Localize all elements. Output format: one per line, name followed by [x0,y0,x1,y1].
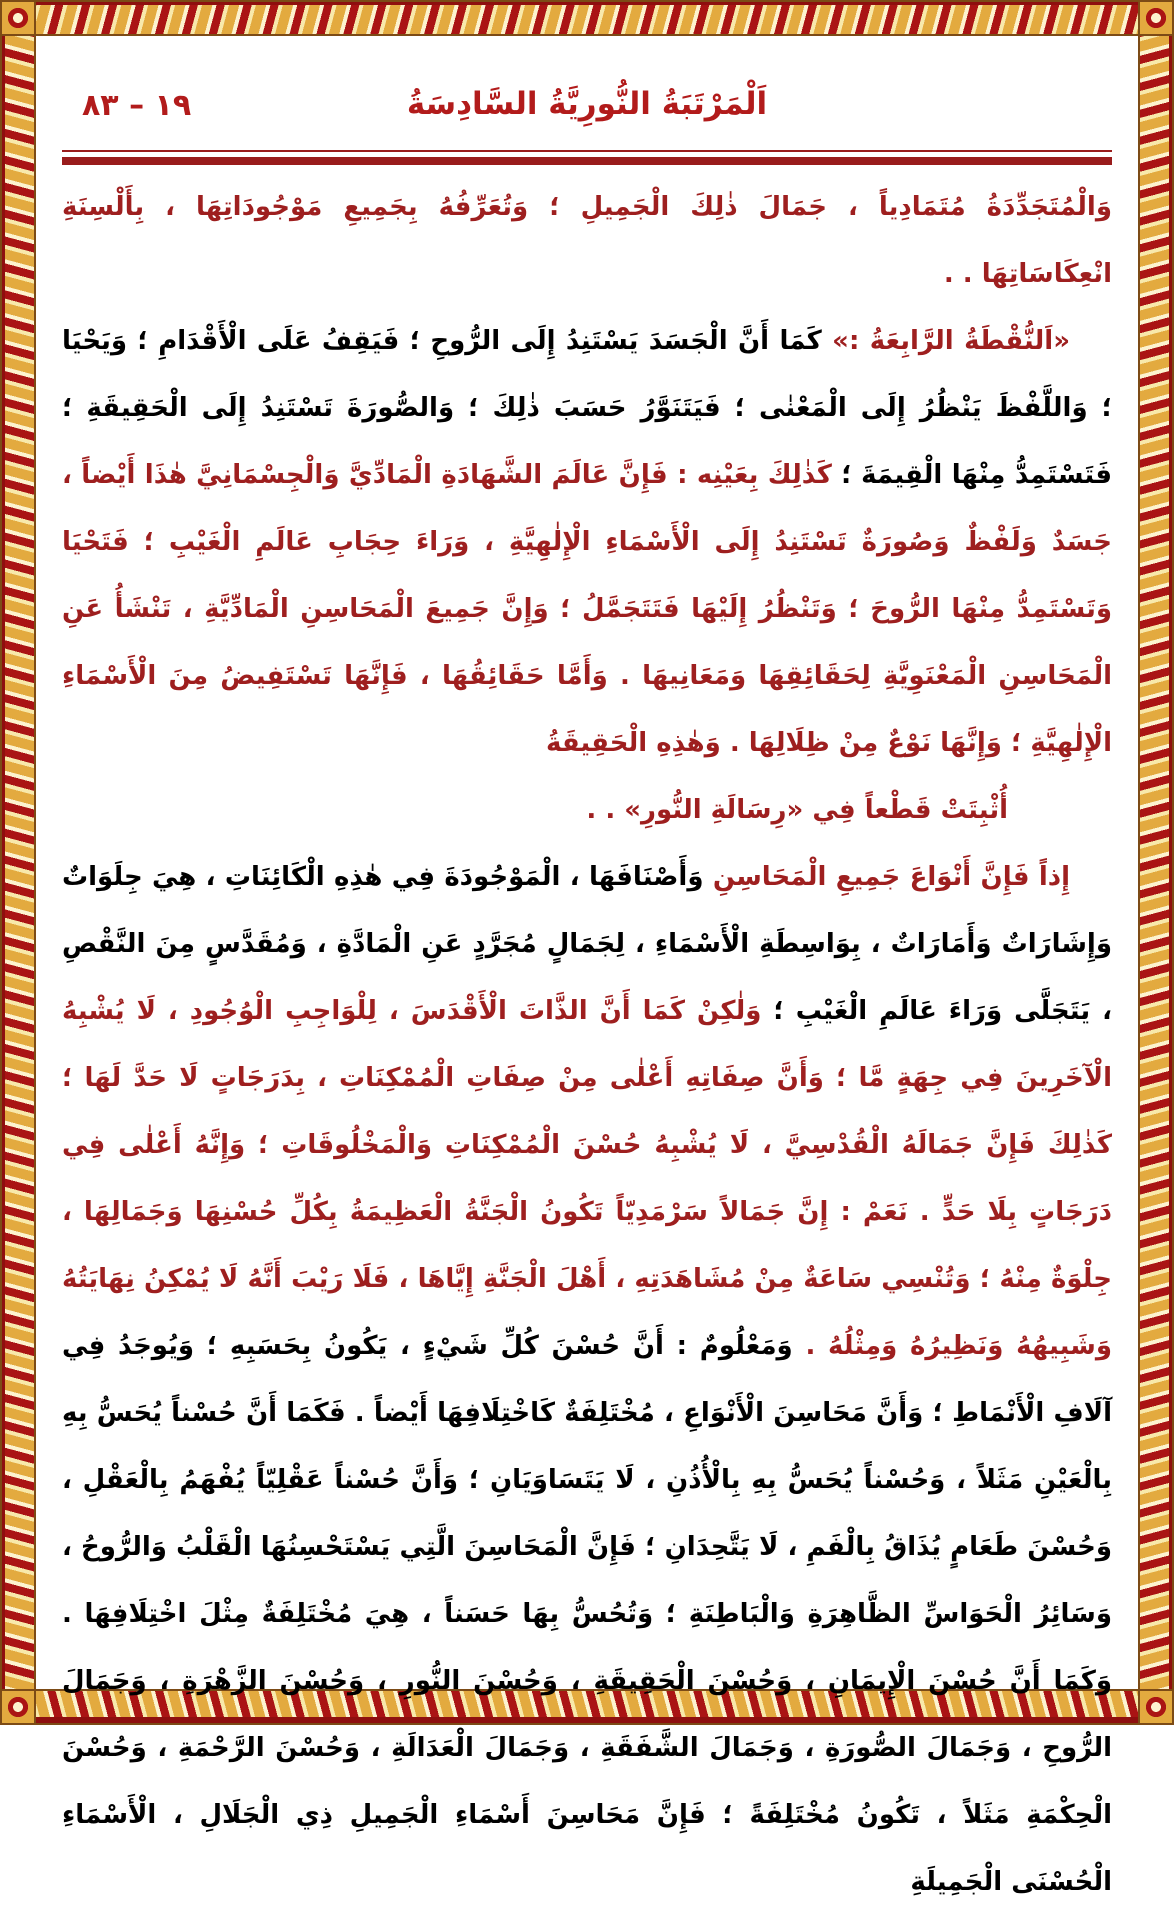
header-divider-rule [62,150,1112,165]
page-number: ٨٣ – ١٩ [82,88,192,123]
text-segment-red: كَذٰلِكَ بِعَيْنِه : فَإِنَّ عَالَمَ الشَّهَادَةِ الْمَادِّيَّ وَالْجِسْمَانِيَّ هٰذَا أَيْضاً ، جَسَدٌ وَلَفْظٌ وَصُورَةٌ تَسْتَنِدُ إِلَى الْأَسْمَاءِ الْإِلٰهِيَّةِ ، وَرَاءَ حِجَابِ عَالَمِ الْغَيْبِ ؛ فَتَحْيَا وَتَسْتَمِدُّ مِنْهَا الرُّوحَ ؛ وَتَنْظُرُ إِلَيْهَا فَتَتَجَمَّلُ ؛ وَإِنَّ جَمِيعَ الْمَحَاسِنِ الْمَادِّيَّةِ ، تَنْشَأُ عَنِ الْمَحَاسِنِ الْمَعْنَوِيَّةِ لِحَقَائِقِهَا وَمَعَانِيهَا . وَأَمَّا حَقَائِقُهَا ، فَإِنَّهَا تَسْتَفِيضُ مِنَ الْأَسْمَاءِ الْإِلٰهِيَّةِ ؛ وَإِنَّهَا نَوْعٌ مِنْ ظِلَالِهَا . وَهٰذِهِ الْحَقِيقَةُ [62,460,1112,758]
text-segment-red: وَلٰكِنْ كَمَا أَنَّ الذَّاتَ الْأَقْدَسَ ، لِلْوَاجِبِ الْوُجُودِ ، لَا يُشْبِهُ الْآخَرِينَ فِي جِهَةٍ مَّا ؛ وَأَنَّ صِفَاتِهِ أَعْلٰى مِنْ صِفَاتِ الْمُمْكِنَاتِ ، بِدَرَجَاتٍ لَا حَدَّ لَهَا ؛ كَذٰلِكَ فَإِنَّ جَمَالَهُ الْقُدْسِيَّ ، لَا يُشْبِهُ حُسْنَ الْمُمْكِنَاتِ وَالْمَخْلُوقَاتِ ؛ وَإِنَّهُ أَعْلٰى فِي دَرَجَاتٍ بِلَا حَدٍّ . نَعَمْ : إِنَّ جَمَالاً سَرْمَدِيّاً تَكُونُ الْجَنَّةُ الْعَظِيمَةُ بِكُلِّ حُسْنِهَا وَجَمَالِهَا ، جِلْوَةٌ مِنْهُ ؛ وَتُنْسِي سَاعَةٌ مِنْ مُشَاهَدَتِهِ ، أَهْلَ الْجَنَّةِ إِيَّاهَا ، فَلَا رَيْبَ أَنَّهُ لَا يُمْكِنُ نِهَايَتُهُ وَشَبِيهُهُ وَنَظِيرُهُ وَمِثْلُهُ . [62,996,1113,1361]
paragraph-continuation [62,174,1112,308]
text-segment-black: كَمَا أَنَّ الْجَسَدَ يَسْتَنِدُ إِلَى الرُّوحِ ؛ فَيَقِفُ عَلَى الْأَقْدَامِ ؛ وَيَحْيَا ؛ وَاللَّفْظَ يَنْظُرُ إِلَى الْمَعْنٰى ؛ فَيَتَنَوَّرُ حَسَبَ ذٰلِكَ ؛ وَالصُّورَةَ تَسْتَنِدُ إِلَى الْحَقِيقَةِ ؛ فَتَسْتَمِدُّ مِنْهَا الْقِيمَةَ ؛ [62,326,1112,490]
paragraph-conclusion [62,844,1112,1916]
closing-line [62,777,1112,844]
body-text [62,174,1112,1916]
ornamental-border-right [1138,0,1174,1725]
ornamental-border-left [0,0,36,1725]
ornamental-corner-top-right [1138,0,1174,36]
text-segment-red: وَالْمُتَجَدِّدَةُ مُتَمَادِياً ، جَمَالَ ذٰلِكَ الْجَمِيلِ ؛ وَتُعَرِّفُهُ بِجَمِيعِ مَوْجُودَاتِهَا ، بِأَلْسِنَةِ انْعِكَاسَاتِهَا . . [62,192,1112,289]
text-segment-red: «اَلنُّقْطَةُ الرَّابِعَةُ :» [821,326,1070,356]
ornamental-corner-top-left [0,0,36,36]
ornamental-corner-bottom-right [1138,1689,1174,1725]
text-segment-red: أُثْبِتَتْ قَطْعاً فِي «رِسَالَةِ النُّورِ» . . [586,795,1008,825]
page-content [62,36,1113,1897]
ornamental-border-top [0,0,1174,36]
text-segment-black: وَمَعْلُومٌ : أَنَّ حُسْنَ كُلِّ شَيْءٍ ، يَكُونُ بِحَسَبِهِ ؛ وَيُوجَدُ فِي آلَافِ الْأَنْمَاطِ ؛ وَأَنَّ مَحَاسِنَ الْأَنْوَاعِ ، مُخْتَلِفَةٌ كَاخْتِلَافِهَا أَيْضاً . فَكَمَا أَنَّ حُسْناً يُحَسُّ بِهِ بِالْعَيْنِ مَثَلاً ، وَحُسْناً يُحَسُّ بِهِ بِالْأُذُنِ ، لَا يَتَسَاوَيَانِ ؛ وَأَنَّ حُسْناً عَقْلِيّاً يُفْهَمُ بِالْعَقْلِ ، وَحُسْنَ طَعَامٍ يُذَاقُ بِالْفَمِ ، لَا يَتَّحِدَانِ ؛ فَإِنَّ الْمَحَاسِنَ الَّتِي يَسْتَحْسِنُهَا الْقَلْبُ وَالرُّوحُ ، وَسَائِرُ الْحَوَاسِّ الظَّاهِرَةِ وَالْبَاطِنَةِ ؛ وَتُحُسُّ بِهَا حَسَناً ، هِيَ مُخْتَلِفَةٌ مِثْلَ اخْتِلَافِهَا . وَكَمَا أَنَّ حُسْنَ الْإِيمَانِ ، وَحُسْنَ الْحَقِيقَةِ ، وَحُسْنَ النُّورِ ، وَحُسْنَ الزَّهْرَةِ ، وَجَمَالَ الرُّوحِ ، وَجَمَالَ الصُّورَةِ ، وَجَمَالَ الشَّفَقَةِ ، وَجَمَالَ الْعَدَالَةِ ، وَحُسْنَ الرَّحْمَةِ ، وَحُسْنَ الْحِكْمَةِ مَثَلاً ، تَكُونُ مُخْتَلِفَةً ؛ فَإِنَّ مَحَاسِنَ أَسْمَاءِ الْجَمِيلِ ذِي الْجَلَالِ ، الْأَسْمَاءِ الْحُسْنَى الْجَمِيلَةِ [62,1331,1112,1897]
page-header [62,86,1112,138]
text-segment-red: إِذاً فَإِنَّ أَنْوَاعَ جَمِيعِ الْمَحَاسِنِ [703,862,1070,892]
ornamental-corner-bottom-left [0,1689,36,1725]
paragraph-point-four [62,308,1112,777]
page-title: اَلْمَرْتَبَةُ النُّورِيَّةُ السَّادِسَةُ [406,86,768,122]
text-segment-black: وَأَصْنَافَهَا ، الْمَوْجُودَةَ فِي هٰذِهِ الْكَائِنَاتِ ، هِيَ جِلَوَاتٌ وَإِشَارَاتٌ وَأَمَارَاتٌ ، بِوَاسِطَةِ الْأَسْمَاءِ ، لِجَمَالٍ مُجَرَّدٍ عَنِ الْمَادَّةِ ، وَمُقَدَّسٍ مِنَ النَّقْصِ ، يَتَجَلَّى وَرَاءَ عَالَمِ الْغَيْبِ ؛ [62,862,1112,1026]
